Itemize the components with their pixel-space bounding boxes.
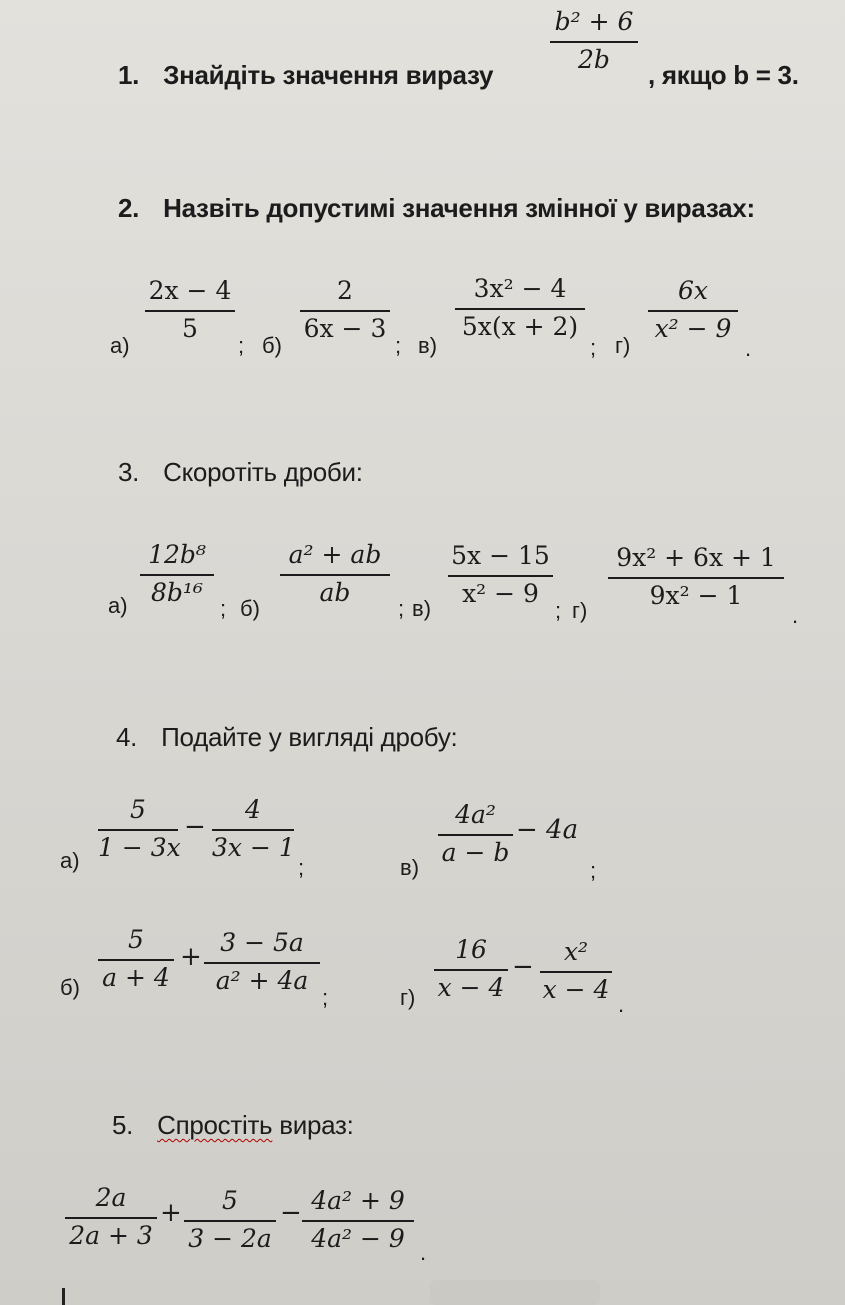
task3-item-c-label: в) <box>412 596 432 621</box>
task2-item-b-fraction <box>300 265 390 355</box>
task4-b-fraction-1 <box>98 915 174 1003</box>
denominator: 3 − 2a <box>188 1224 272 1253</box>
task5-sep: . <box>420 1240 427 1265</box>
fraction-bar <box>280 574 390 576</box>
task2-item-c-fraction <box>455 263 585 353</box>
numerator: 16 <box>455 935 487 964</box>
task4-c-sep: ; <box>590 858 597 883</box>
denominator: 5x(x + 2) <box>461 312 579 341</box>
task2-item-b-label: б) <box>262 333 282 358</box>
task5-number: 5. <box>112 1110 134 1140</box>
task4-a-operator: − <box>184 812 206 842</box>
task4-a-sep: ; <box>298 855 305 880</box>
task3-item-c-sep: ; <box>555 598 562 623</box>
task4-d-operator: − <box>512 952 534 982</box>
task4-number: 4. <box>116 722 138 752</box>
task3-item-d-fraction <box>608 532 784 622</box>
task3-title: Скоротіть дроби: <box>163 457 363 487</box>
numerator: 5 <box>222 1186 238 1215</box>
task4-a-fraction-1 <box>98 785 181 873</box>
numerator: 12b⁸ <box>148 540 206 569</box>
task1-fraction <box>550 0 638 82</box>
task2-number: 2. <box>118 193 140 223</box>
task5-fraction-2 <box>184 1175 276 1265</box>
numerator: 4a² + 9 <box>311 1186 405 1215</box>
denominator: x² − 9 <box>462 579 539 608</box>
task3-item-c-fraction <box>448 530 553 620</box>
task2-item-c-sep: ; <box>590 335 597 360</box>
denominator: 2a + 3 <box>69 1221 153 1250</box>
denominator: x² − 9 <box>654 314 732 343</box>
task4-title: Подайте у вигляді дробу: <box>161 722 458 752</box>
fraction-bar <box>455 308 585 310</box>
task5-operator-1: + <box>160 1198 182 1228</box>
fraction-bar <box>98 829 178 831</box>
task4-b-label: б) <box>60 975 80 1000</box>
fraction-bar <box>212 829 294 831</box>
denominator: 9x² − 1 <box>649 581 743 610</box>
fraction-bar <box>434 969 508 971</box>
task4-b-fraction-2 <box>204 918 320 1006</box>
fraction-bar <box>438 834 513 836</box>
denominator: ab <box>319 578 351 607</box>
task4-d-sep: . <box>618 992 625 1017</box>
denominator: 1 − 3x <box>98 833 181 862</box>
task5-title-rest: вираз: <box>272 1110 354 1140</box>
fraction-bar <box>204 962 320 964</box>
task4-a-fraction-2 <box>212 785 294 873</box>
task2-item-d-sep: . <box>745 336 752 361</box>
task5-operator-2: − <box>280 1198 302 1228</box>
denominator: 5 <box>182 314 198 343</box>
numerator: 2a <box>95 1183 127 1212</box>
denominator: a − b <box>441 838 510 867</box>
denominator: x − 4 <box>437 973 505 1002</box>
fraction-bar <box>550 41 638 43</box>
task4-c-label: в) <box>400 855 420 880</box>
task4-d-fraction-1 <box>434 925 508 1013</box>
task2-item-a-label: а) <box>110 333 130 358</box>
task5-fraction-1 <box>65 1172 157 1262</box>
task3-heading <box>118 457 363 488</box>
numerator: 2x − 4 <box>148 276 232 305</box>
task3-item-a-sep: ; <box>220 596 227 621</box>
task3-item-a-fraction <box>140 530 214 618</box>
task1-denominator: 2b <box>578 45 610 74</box>
fraction-bar <box>65 1217 157 1219</box>
paper-smudge <box>430 1280 600 1305</box>
task4-c-operator: − 4a <box>516 815 579 845</box>
task3-item-b-sep: ; <box>398 596 405 621</box>
task2-item-d-label: г) <box>615 333 631 358</box>
task2-item-d-fraction <box>648 268 738 352</box>
numerator: x² <box>563 937 589 966</box>
task3-item-b-fraction <box>280 530 390 618</box>
numerator: 5x − 15 <box>451 541 550 570</box>
denominator: 4a² − 9 <box>311 1224 405 1253</box>
task1-number: 1. <box>118 60 140 90</box>
numerator: 5 <box>128 925 144 954</box>
task1-title: Знайдіть значення виразу <box>163 60 494 90</box>
fraction-bar <box>302 1220 414 1222</box>
numerator: 6x <box>677 276 708 305</box>
fraction-bar <box>184 1220 276 1222</box>
task5-title-underlined: Спростіть <box>157 1110 273 1140</box>
denominator: a² + 4a <box>215 966 309 995</box>
task5-heading <box>112 1110 354 1141</box>
fraction-bar <box>448 575 553 577</box>
task4-heading <box>116 722 457 753</box>
task4-a-label: а) <box>60 848 80 873</box>
numerator: 4a² <box>455 800 496 829</box>
numerator: 9x² + 6x + 1 <box>616 543 776 572</box>
task5-fraction-3 <box>302 1175 414 1265</box>
numerator: 3x² − 4 <box>473 274 567 303</box>
task2-title: Назвіть допустимі значення змінної у виразах: <box>163 193 755 223</box>
fraction-bar <box>540 971 612 973</box>
fraction-bar <box>140 574 214 576</box>
task2-item-c-label: в) <box>418 333 438 358</box>
denominator: 8b¹⁶ <box>151 578 203 607</box>
task3-item-a-label: а) <box>108 593 128 618</box>
task2-item-b-sep: ; <box>395 333 402 358</box>
fraction-bar <box>98 959 174 961</box>
task3-item-b-label: б) <box>240 596 260 621</box>
task2-item-a-fraction <box>145 265 235 355</box>
numerator: 2 <box>337 276 353 305</box>
numerator: a² + ab <box>288 540 382 569</box>
task3-number: 3. <box>118 457 140 487</box>
denominator: a + 4 <box>102 963 170 992</box>
denominator: 6x − 3 <box>303 314 387 343</box>
numerator: 5 <box>130 795 146 824</box>
numerator: 4 <box>245 795 261 824</box>
fraction-bar <box>648 310 738 312</box>
fraction-bar <box>608 577 784 579</box>
denominator: 3x − 1 <box>212 833 295 862</box>
task4-c-fraction <box>438 790 513 878</box>
task2-item-a-sep: ; <box>238 333 245 358</box>
task1-numerator: b² + 6 <box>554 7 634 36</box>
task1-heading <box>118 60 493 91</box>
denominator: x − 4 <box>542 975 610 1004</box>
pen-mark <box>62 1288 65 1305</box>
task4-b-sep: ; <box>322 985 329 1010</box>
task2-heading <box>118 193 755 224</box>
task3-item-d-label: г) <box>572 598 588 623</box>
task3-item-d-sep: . <box>792 603 799 628</box>
task4-d-label: г) <box>400 985 416 1010</box>
task4-b-operator: + <box>180 942 202 972</box>
fraction-bar <box>300 310 390 312</box>
task1-condition: , якщо b = 3. <box>648 60 799 90</box>
numerator: 3 − 5a <box>220 928 304 957</box>
task4-d-fraction-2 <box>540 928 612 1014</box>
fraction-bar <box>145 310 235 312</box>
